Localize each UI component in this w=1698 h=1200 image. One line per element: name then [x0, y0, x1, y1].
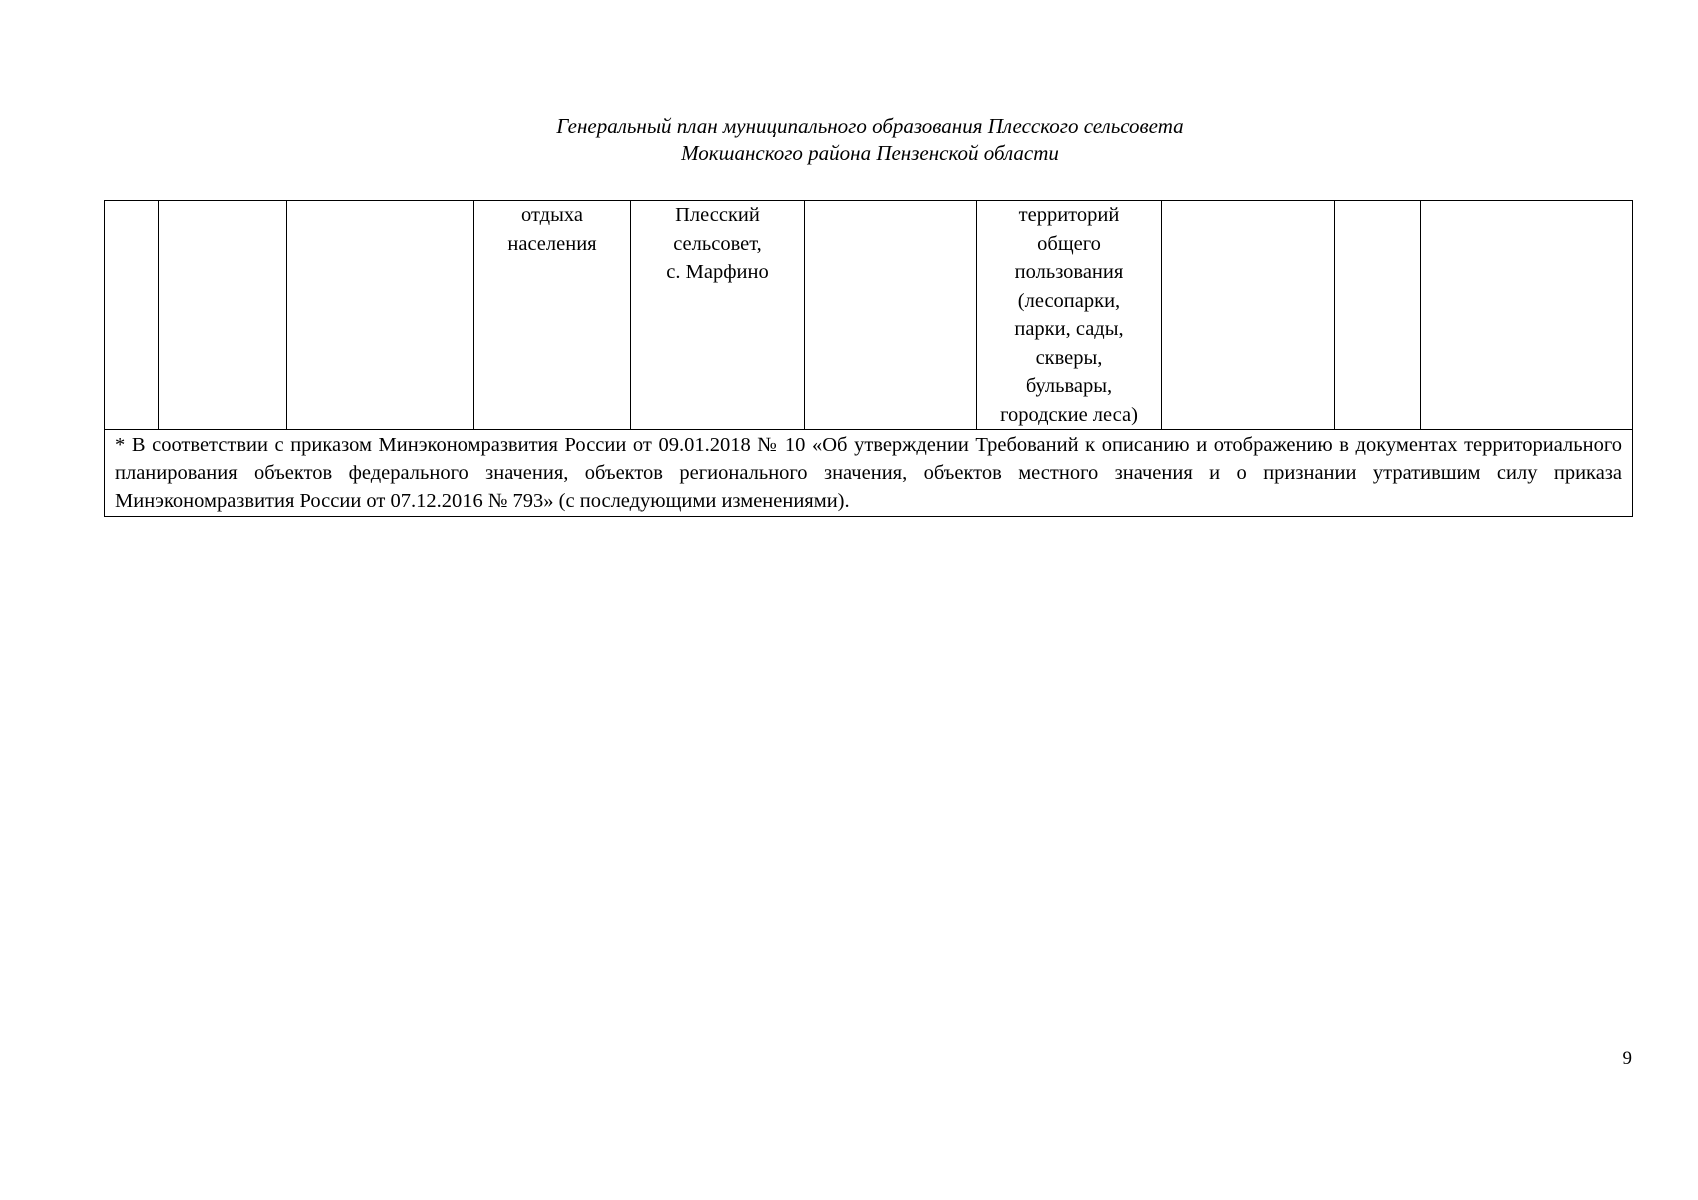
cell-line: территорий	[1018, 204, 1120, 226]
cell-line: сельсовет,	[673, 232, 762, 255]
header-line-1: Генеральный план муниципального образования Плесского сельсовета	[556, 114, 1184, 138]
cell-line: населения	[507, 232, 597, 255]
table-cell-col2	[159, 201, 287, 430]
cell-line: пользования	[1014, 261, 1124, 283]
page-number: 9	[1622, 1048, 1632, 1069]
cell-line: общего	[1037, 232, 1101, 255]
cell-line: (лесопарки,	[1017, 289, 1121, 312]
table-cell-col3	[287, 201, 474, 430]
header-line-2: Мокшанского района Пензенской области	[681, 141, 1059, 165]
table-cell-col6	[805, 201, 977, 430]
cell-line: городские леса)	[1000, 403, 1138, 426]
objects-table	[104, 200, 1633, 517]
cell-line: отдыха	[521, 204, 583, 226]
cell-line: с. Марфино	[666, 261, 769, 283]
cell-line: парки, сады,	[1014, 318, 1124, 340]
table-cell-col5	[631, 201, 805, 430]
cell-line: Плесский	[675, 204, 760, 226]
table-row	[105, 201, 1633, 430]
cell-line: бульвары,	[1025, 375, 1113, 397]
table-cell-col4	[474, 201, 631, 430]
page-header	[0, 113, 1698, 167]
cell-line: скверы,	[1035, 346, 1103, 369]
table-cell-col1	[105, 201, 159, 430]
table-cell-col8	[1162, 201, 1335, 430]
footnote-text: * В соответствии с приказом Минэкономразвития России от 09.01.2018 № 10 «Об утверждении Требований к описанию и отображению в документах территориального планирования объектов федерального значения, объектов регионального значения, объектов местного значения и о признании утратившим силу приказа Минэкономразвития России от 07.12.2016 № 793» (с последующими изменениями).	[105, 430, 1633, 517]
table-cell-col10	[1421, 201, 1633, 430]
table-cell-col7	[977, 201, 1162, 430]
table-cell-col9	[1335, 201, 1421, 430]
footnote-row	[105, 430, 1633, 517]
